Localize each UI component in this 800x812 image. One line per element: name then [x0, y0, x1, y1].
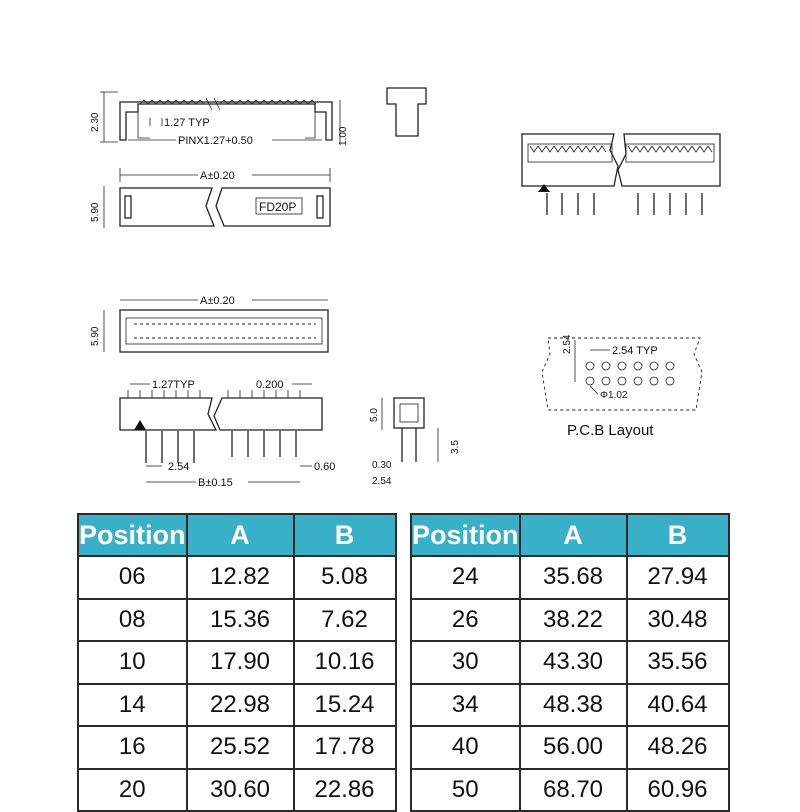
cell-b: 15.24	[294, 684, 396, 727]
cell-b: 7.62	[294, 599, 396, 642]
cell-a: 56.00	[520, 726, 627, 769]
dimension-table-left	[77, 513, 397, 812]
profile-spacing-label: 2.54	[372, 476, 392, 487]
top-view	[90, 92, 349, 147]
dimension-table-right	[410, 513, 730, 812]
cell-position: 26	[411, 599, 520, 642]
side-view	[120, 379, 335, 489]
cell-a: 22.98	[187, 684, 294, 727]
side-overall-label: B±0.15	[198, 477, 233, 489]
table-row	[411, 684, 729, 727]
cell-b: 40.64	[627, 684, 729, 727]
plan-width-label: A±0.20	[200, 295, 235, 307]
pcb-hole-label: Φ1.02	[600, 390, 628, 401]
cell-b: 27.94	[627, 556, 729, 599]
cell-a: 38.22	[520, 599, 627, 642]
side-pitch-label: 1.27TYP	[152, 379, 195, 391]
cell-b: 22.86	[294, 769, 396, 812]
pcb-hole-row-bottom	[586, 377, 674, 385]
cell-a: 17.90	[187, 641, 294, 684]
pcb-pitch-label: 2.54 TYP	[612, 345, 658, 357]
table-header-row	[411, 514, 729, 556]
front-height-label: 5.90	[90, 202, 101, 222]
cell-b: 30.48	[627, 599, 729, 642]
cell-a: 25.52	[187, 726, 294, 769]
plan-view	[90, 295, 328, 352]
cell-b: 48.26	[627, 726, 729, 769]
key-piece	[387, 88, 426, 136]
cell-b: 35.56	[627, 641, 729, 684]
cell-position: 08	[78, 599, 187, 642]
cell-a: 12.82	[187, 556, 294, 599]
column-header-b: B	[294, 514, 396, 556]
table-row	[78, 641, 396, 684]
cell-b: 60.96	[627, 769, 729, 812]
profile-view	[369, 398, 461, 487]
cell-position: 20	[78, 769, 187, 812]
cell-position: 06	[78, 556, 187, 599]
top-pin-formula-label: PINX1.27+0.50	[178, 135, 253, 147]
column-header-position: Position	[411, 514, 520, 556]
table-row	[411, 641, 729, 684]
cell-position: 50	[411, 769, 520, 812]
cell-position: 14	[78, 684, 187, 727]
table-row	[411, 726, 729, 769]
cell-a: 15.36	[187, 599, 294, 642]
cell-position: 16	[78, 726, 187, 769]
front-view	[90, 168, 330, 228]
cell-position: 30	[411, 641, 520, 684]
table-row	[78, 599, 396, 642]
part-number-label: FD20P	[259, 200, 297, 214]
cell-b: 5.08	[294, 556, 396, 599]
pcb-layout	[542, 334, 702, 439]
top-right-height-label: 1.00	[338, 126, 349, 146]
cell-a: 43.30	[520, 641, 627, 684]
cell-a: 35.68	[520, 556, 627, 599]
cell-b: 17.78	[294, 726, 396, 769]
cell-position: 40	[411, 726, 520, 769]
top-height-label: 2.30	[90, 112, 101, 132]
cell-position: 24	[411, 556, 520, 599]
table-row	[411, 769, 729, 812]
side-spacing-label: 2.54	[168, 461, 190, 473]
cell-position: 34	[411, 684, 520, 727]
profile-lead-label: 3.5	[450, 440, 461, 454]
profile-pin-label: 0.30	[372, 460, 392, 471]
pcb-layout-title: P.C.B Layout	[567, 422, 654, 439]
table-row	[78, 556, 396, 599]
table-row	[78, 726, 396, 769]
column-header-a: A	[520, 514, 627, 556]
side-gap-label: 0.200	[256, 379, 284, 391]
column-header-position: Position	[78, 514, 187, 556]
table-header-row	[78, 514, 396, 556]
table-row	[78, 769, 396, 812]
cell-a: 48.38	[520, 684, 627, 727]
plan-height-label: 5.90	[90, 326, 101, 346]
cell-position: 10	[78, 641, 187, 684]
cell-a: 30.60	[187, 769, 294, 812]
front-width-label: A±0.20	[200, 170, 235, 182]
pcb-hole-row-top	[586, 362, 674, 370]
table-row	[78, 684, 396, 727]
pcb-row-spacing-label: 2.54	[562, 334, 573, 354]
side-pin-width-label: 0.60	[314, 461, 336, 473]
column-header-b: B	[627, 514, 729, 556]
top-pitch-label: 1.27 TYP	[164, 117, 210, 129]
cell-a: 68.70	[520, 769, 627, 812]
table-row	[411, 599, 729, 642]
profile-height-label: 5.0	[369, 408, 380, 422]
right-connector-view	[522, 134, 720, 215]
cell-b: 10.16	[294, 641, 396, 684]
table-row	[411, 556, 729, 599]
column-header-a: A	[187, 514, 294, 556]
